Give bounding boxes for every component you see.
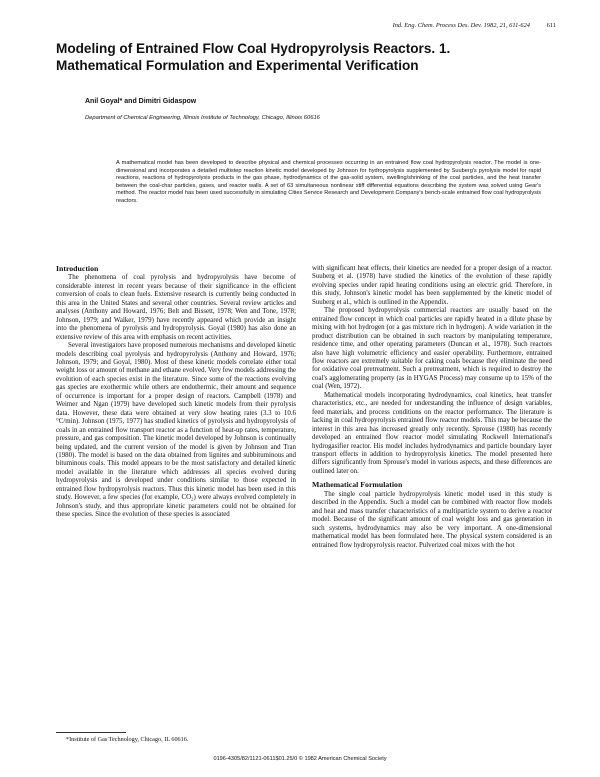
left-column — [56, 265, 296, 520]
running-header — [0, 22, 600, 34]
section-heading-mathematical-formulation: Mathematical Formulation — [312, 480, 403, 490]
authors: Anil Goyal* and Dimitri Gidaspow — [85, 98, 197, 105]
right-column — [312, 265, 552, 550]
title-line-2: Mathematical Formulation and Experimental Verification — [56, 58, 419, 73]
paragraph: The proposed hydropyrolysis commercial reactors are usually based on the entrained flow concept in which coal particles are rapidly heated in a dilute phase by mixing with hot hydrogen (or a gas mixture rich in hydrogen). A wide variation in the product distribution can be obtained in such reactors by manipulating temperature, residence time, and other operating parameters (Duncan et al., 1978). Such reactors also have high volumetric efficiency and easier operability. Furthermore, entrained flow reactors are extremely suitable for caking coals because they eliminate the need for oxidative coal pretreatment. Such a pretreatment, which is required to destroy the coal's agglomerating property (as in HYGAS Process) may consume up to 15% of the coal (Wen, 1972). — [312, 307, 552, 391]
copyright-line: 0196-4305/82/1121-0611$01.25/0 © 1982 American Chemical Society — [213, 756, 387, 762]
paragraph: Mathematical models incorporating hydrodynamics, coal kinetics, heat transfer characteristics, etc., are needed for understanding the influence of design variables, feed materials, and process conditions on the reactor performance. The literature is lacking in coal hydropyrolysis entrained flow reactor models. This may be because the interest in this area has increased greatly only recently. Sprouse (1980) has recently developed an entrained flow reactor model simulating Rockwell International's hydrogasifier reactor. His model includes hydrodynamics and particle boundary layer transport effects in addition to hydropyrolysis kinetics. The model presented here differs significantly from Sprouse's model in various aspects, and these differences are outlined later on. — [312, 391, 552, 475]
affiliation: Department of Chemical Engineering, Illinois Institute of Technology, Chicago, Illinois 60616 — [85, 115, 320, 121]
paragraph: Several investigators have proposed numerous mechanisms and developed kinetic models describing coal pyrolysis and hydropyrolysis (Anthony and Howard, 1976; Johnson, 1979; and Goyal, 1980). Most of these kinetic models correlate either total weight loss or amount of methane and ethane evolved. Very few models addressing the evolution of each species exist in the literature. Since some of the reactions evolving gas species are exothermic while others are endothermic, their amount and sequence of occurrence is important for a proper design of reactors. Campbell (1978) and Weimer and Ngan (1979) have developed such kinetic models from their pyrolysis data. However, these data were obtained at very slow heating rates (3.3 to 10.6 °C/min). Johnson (1975, 1977) has studied kinetics of pyrolysis and hydropyrolysis of coals in an entrained flow transport reactor as a function of heat-up rates, temperature, pressure, and gas composition. The kinetic model developed by Johnson is continually being updated, and the current version of the model is given by Johnson and Tran (1980). The model is based on the data obtained from lignites and subbituminous and bituminous coals. This model appears to be the most satisfactory and detailed kinetic model available in the literature which addresses all species evolved during hydropyrolysis and is developed under conditions similar to those expected in entrained flow hydropyrolysis reactors. Thus this kinetic model has been used in this study. However, a few species (for example, CO₂) were always evolved completely in Johnson's study, and thus appropriate kinetic parameters could not be obtained for these species. Since the evolution of these species is associated — [56, 342, 296, 519]
footnote-text: *Institute of Gas Technology, Chicago, IL 60616. — [66, 736, 189, 743]
title-line-1: Modeling of Entrained Flow Coal Hydropyrolysis Reactors. 1. — [56, 41, 451, 56]
page-number: 611 — [546, 22, 556, 29]
journal-citation: Ind. Eng. Chem. Process Des. Dev. 1982, 21, 611-624 — [392, 22, 530, 29]
abstract: A mathematical model has been developed to describe physical and chemical processes occurring in an entrained flow coal hydropyrolysis reactor. The model is one-dimensional and incorporates a detailed multistep reaction kinetic model developed by Johnson for hydropyrolysis supplemented by Suuberg's pyrolysis model for rapid reactions, reactions of hydropyrolysis products in the gas phase, hydrodynamics of the gas-solid system, swelling/shrinking of the coal particles, and the heat transfer between the coal-char particles, gases, and reactor walls. A set of 63 simultaneous nonlinear stiff differential equations describing the system was solved using Gear's method. The reactor model has been used successfully in simulating Cities Service Research and Development Company's bench-scale entrained flow coal hydropyrolysis reactors. — [116, 160, 541, 204]
paragraph: The single coal particle hydropyrolysis kinetic model used in this study is described in the Appendix. Such a model can be combined with reactor flow models and heat and mass transfer characteristics of a multiparticle system to derive a reactor model. Because of the significant amount of coal weight loss and gas generation in such systems, hydrodynamics may also be very important. A one-dimensional mathematical model has been formulated here. The physical system considered is an entrained flow hydropyrolysis reactor. Pulverized coal mixes with the hot — [312, 490, 552, 549]
paragraph: with significant heat effects, their kinetics are needed for a proper design of a reactor. Suuberg et al. (1978) have studied the kinetics of the evolution of these rapidly evolving species under rapid heating conditions using an electric grid. Therefore, in this study, Johnson's kinetic model has been supplemented by the kinetic model of Suuberg et al., which is outlined in the Appendix. — [312, 265, 552, 306]
paragraph: The phenomena of coal pyrolysis and hydropyrolysis have become of considerable interest in recent years because of their significance in the efficient conversion of coals to clean fuels. Extensive research is currently being conducted in this area in the United States and several other countries. Several review articles and analyses (Anthony and Howard, 1976; Belt and Bissett, 1978; Wen and Tone, 1978; Johnson, 1979; and Walker, 1979) have recently appeared which provide an insight into the phenomena of pyrolysis and hydropyrolysis. Goyal (1980) has also done an extensive review of this area with emphasis on recent activities. — [56, 274, 296, 341]
footnote — [56, 732, 296, 743]
footnote-rule — [56, 732, 126, 733]
section-heading-introduction: Introduction — [56, 264, 99, 273]
paper-title — [56, 40, 556, 74]
